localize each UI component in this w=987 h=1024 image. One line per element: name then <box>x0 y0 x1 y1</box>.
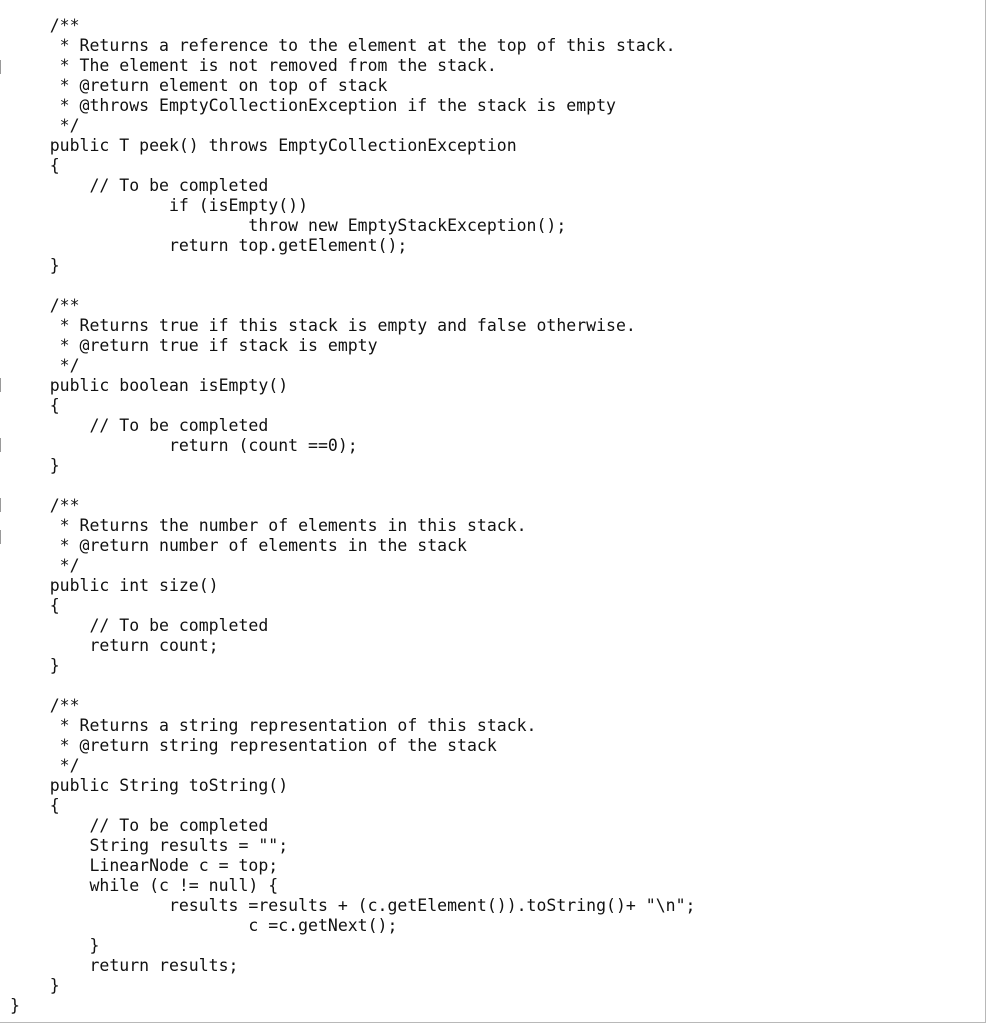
code-line: public String toString() <box>10 776 289 795</box>
code-line: */ <box>10 556 80 575</box>
code-line: } <box>10 256 60 275</box>
code-line: public boolean isEmpty() <box>10 376 289 395</box>
code-line: // To be completed <box>10 176 269 195</box>
code-line: * Returns a string representation of this stack. <box>10 716 537 735</box>
code-line: { <box>10 156 60 175</box>
gutter-mark <box>0 498 1 512</box>
code-line: } <box>10 656 60 675</box>
code-line: * Returns the number of elements in this stack. <box>10 516 527 535</box>
code-line: * Returns a reference to the element at the top of this stack. <box>10 36 676 55</box>
code-line: /** <box>10 496 80 515</box>
code-line: throw new EmptyStackException(); <box>10 216 567 235</box>
code-line: } <box>10 996 20 1015</box>
code-line: * The element is not removed from the stack. <box>10 56 497 75</box>
code-line: c =c.getNext(); <box>10 916 398 935</box>
gutter-mark <box>0 378 1 392</box>
code-line: { <box>10 796 60 815</box>
code-line: * Returns true if this stack is empty and false otherwise. <box>10 316 636 335</box>
code-block[interactable] <box>10 16 695 1016</box>
gutter-mark <box>0 60 1 74</box>
code-line: */ <box>10 356 80 375</box>
code-line: // To be completed <box>10 416 269 435</box>
code-line <box>10 276 695 296</box>
code-line: * @return element on top of stack <box>10 76 388 95</box>
code-line: /** <box>10 296 80 315</box>
code-line: } <box>10 936 100 955</box>
code-line: String results = ""; <box>10 836 289 855</box>
code-line: public T peek() throws EmptyCollectionException <box>10 136 517 155</box>
code-line: * @return number of elements in the stack <box>10 536 467 555</box>
code-line: /** <box>10 696 80 715</box>
code-line: return count; <box>10 636 219 655</box>
gutter-marks <box>0 0 3 1024</box>
code-line: return (count ==0); <box>10 436 358 455</box>
code-line: if (isEmpty()) <box>10 196 309 215</box>
code-line <box>10 676 695 696</box>
code-line: public int size() <box>10 576 219 595</box>
code-line: // To be completed <box>10 816 269 835</box>
code-line: * @return string representation of the stack <box>10 736 497 755</box>
code-line: */ <box>10 116 80 135</box>
code-line: } <box>10 976 60 995</box>
code-line: { <box>10 396 60 415</box>
code-line: */ <box>10 756 80 775</box>
code-line: { <box>10 596 60 615</box>
code-line: while (c != null) { <box>10 876 279 895</box>
code-line: return results; <box>10 956 239 975</box>
code-line: } <box>10 456 60 475</box>
code-line: /** <box>10 16 80 35</box>
gutter-mark <box>0 438 1 452</box>
code-line: LinearNode c = top; <box>10 856 279 875</box>
code-line: return top.getElement(); <box>10 236 408 255</box>
code-line: // To be completed <box>10 616 269 635</box>
code-line: * @return true if stack is empty <box>10 336 378 355</box>
code-line <box>10 476 695 496</box>
gutter-mark <box>0 530 1 544</box>
code-line: results =results + (c.getElement()).toString()+ "\n"; <box>10 896 696 915</box>
code-line: * @throws EmptyCollectionException if the stack is empty <box>10 96 616 115</box>
